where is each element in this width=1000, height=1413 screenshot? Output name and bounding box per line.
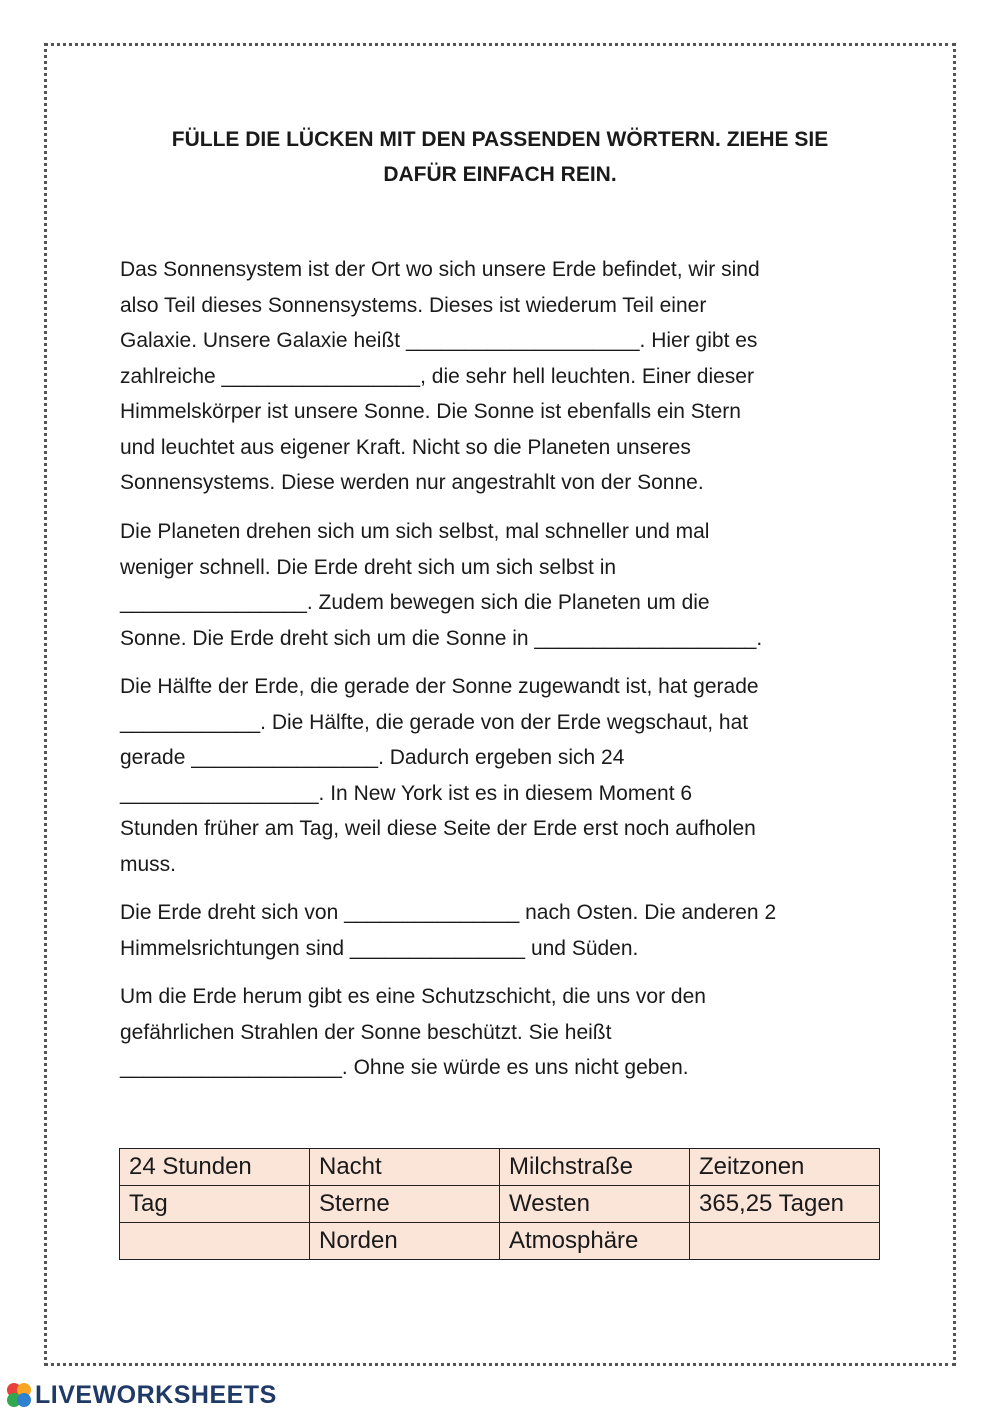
paragraph-day-night: [120, 669, 890, 882]
text-line-with-gap[interactable]: Die Erde dreht sich von _______________ nach Osten. Die anderen 2: [120, 901, 777, 924]
word-bank-cell[interactable]: Zeitzonen: [690, 1149, 880, 1186]
paragraph-rotation: [120, 514, 890, 656]
word-bank-cell-empty: [120, 1223, 310, 1260]
text-line-with-gap[interactable]: gerade ________________. Dadurch ergeben sich 24: [120, 746, 625, 769]
text-line: weniger schnell. Die Erde dreht sich um sich selbst in: [120, 555, 617, 579]
word-bank-cell[interactable]: Tag: [120, 1186, 310, 1223]
text-line-with-gap[interactable]: _________________. In New York ist es in diesem Moment 6: [120, 781, 693, 805]
word-bank-cell[interactable]: Milchstraße: [500, 1149, 690, 1186]
word-bank-row: [120, 1186, 880, 1223]
word-bank-table: [119, 1148, 880, 1260]
text-line: Die Planeten drehen sich um sich selbst, mal schneller und mal: [120, 520, 710, 543]
word-bank-cell[interactable]: 365,25 Tagen: [690, 1186, 880, 1223]
text-line-with-gap[interactable]: ____________. Die Hälfte, die gerade von der Erde wegschaut, hat: [120, 710, 749, 734]
word-bank-cell-empty: [690, 1223, 880, 1260]
text-line: Stunden früher am Tag, weil diese Seite der Erde erst noch aufholen: [120, 817, 756, 840]
text-line: und leuchtet aus eigener Kraft. Nicht so die Planeten unseres: [120, 435, 691, 459]
logo-text: LIVEWORKSHEETS: [35, 1380, 277, 1409]
text-line-with-gap[interactable]: Himmelsrichtungen sind _______________ und Süden.: [120, 936, 639, 960]
text-line-with-gap[interactable]: Galaxie. Unsere Galaxie heißt ____________________. Hier gibt es: [120, 329, 758, 352]
logo-icon: [6, 1382, 32, 1408]
text-line-with-gap[interactable]: ________________. Zudem bewegen sich die Planeten um die: [120, 591, 710, 614]
word-bank-cell[interactable]: 24 Stunden: [120, 1149, 310, 1186]
text-line: Die Hälfte der Erde, die gerade der Sonne zugewandt ist, hat gerade: [120, 675, 759, 698]
text-line: Himmelskörper ist unsere Sonne. Die Sonne ist ebenfalls ein Stern: [120, 400, 741, 423]
text-line: Um die Erde herum gibt es eine Schutzschicht, die uns vor den: [120, 985, 706, 1008]
text-line: Sonnensystems. Diese werden nur angestrahlt von der Sonne.: [120, 471, 704, 494]
paragraph-atmosphere: [120, 979, 890, 1086]
liveworksheets-logo: [6, 1380, 277, 1410]
text-line-with-gap[interactable]: zahlreiche _________________, die sehr hell leuchten. Einer dieser: [120, 364, 754, 388]
word-bank-cell[interactable]: Nacht: [310, 1149, 500, 1186]
worksheet-title: [120, 122, 880, 192]
text-line: gefährlichen Strahlen der Sonne beschützt. Sie heißt: [120, 1020, 612, 1044]
word-bank-cell[interactable]: Westen: [500, 1186, 690, 1223]
text-line: Das Sonnensystem ist der Ort wo sich unsere Erde befindet, wir sind: [120, 258, 760, 281]
title-line-1: FÜLLE DIE LÜCKEN MIT DEN PASSENDEN WÖRTERN. ZIEHE SIE: [171, 128, 829, 151]
text-line: muss.: [120, 852, 177, 876]
word-bank-cell[interactable]: Sterne: [310, 1186, 500, 1223]
text-line: also Teil dieses Sonnensystems. Dieses ist wiederum Teil einer: [120, 293, 707, 317]
text-line-with-gap[interactable]: ___________________. Ohne sie würde es uns nicht geben.: [120, 1056, 689, 1079]
word-bank-cell[interactable]: Norden: [310, 1223, 500, 1260]
word-bank-row: [120, 1223, 880, 1260]
text-line-with-gap[interactable]: Sonne. Die Erde dreht sich um die Sonne in ___________________.: [120, 626, 763, 650]
word-bank-cell[interactable]: Atmosphäre: [500, 1223, 690, 1260]
paragraph-directions: [120, 895, 890, 966]
paragraph-solar-system: [120, 252, 890, 501]
word-bank-row: [120, 1149, 880, 1186]
title-line-2: DAFÜR EINFACH REIN.: [383, 163, 617, 186]
